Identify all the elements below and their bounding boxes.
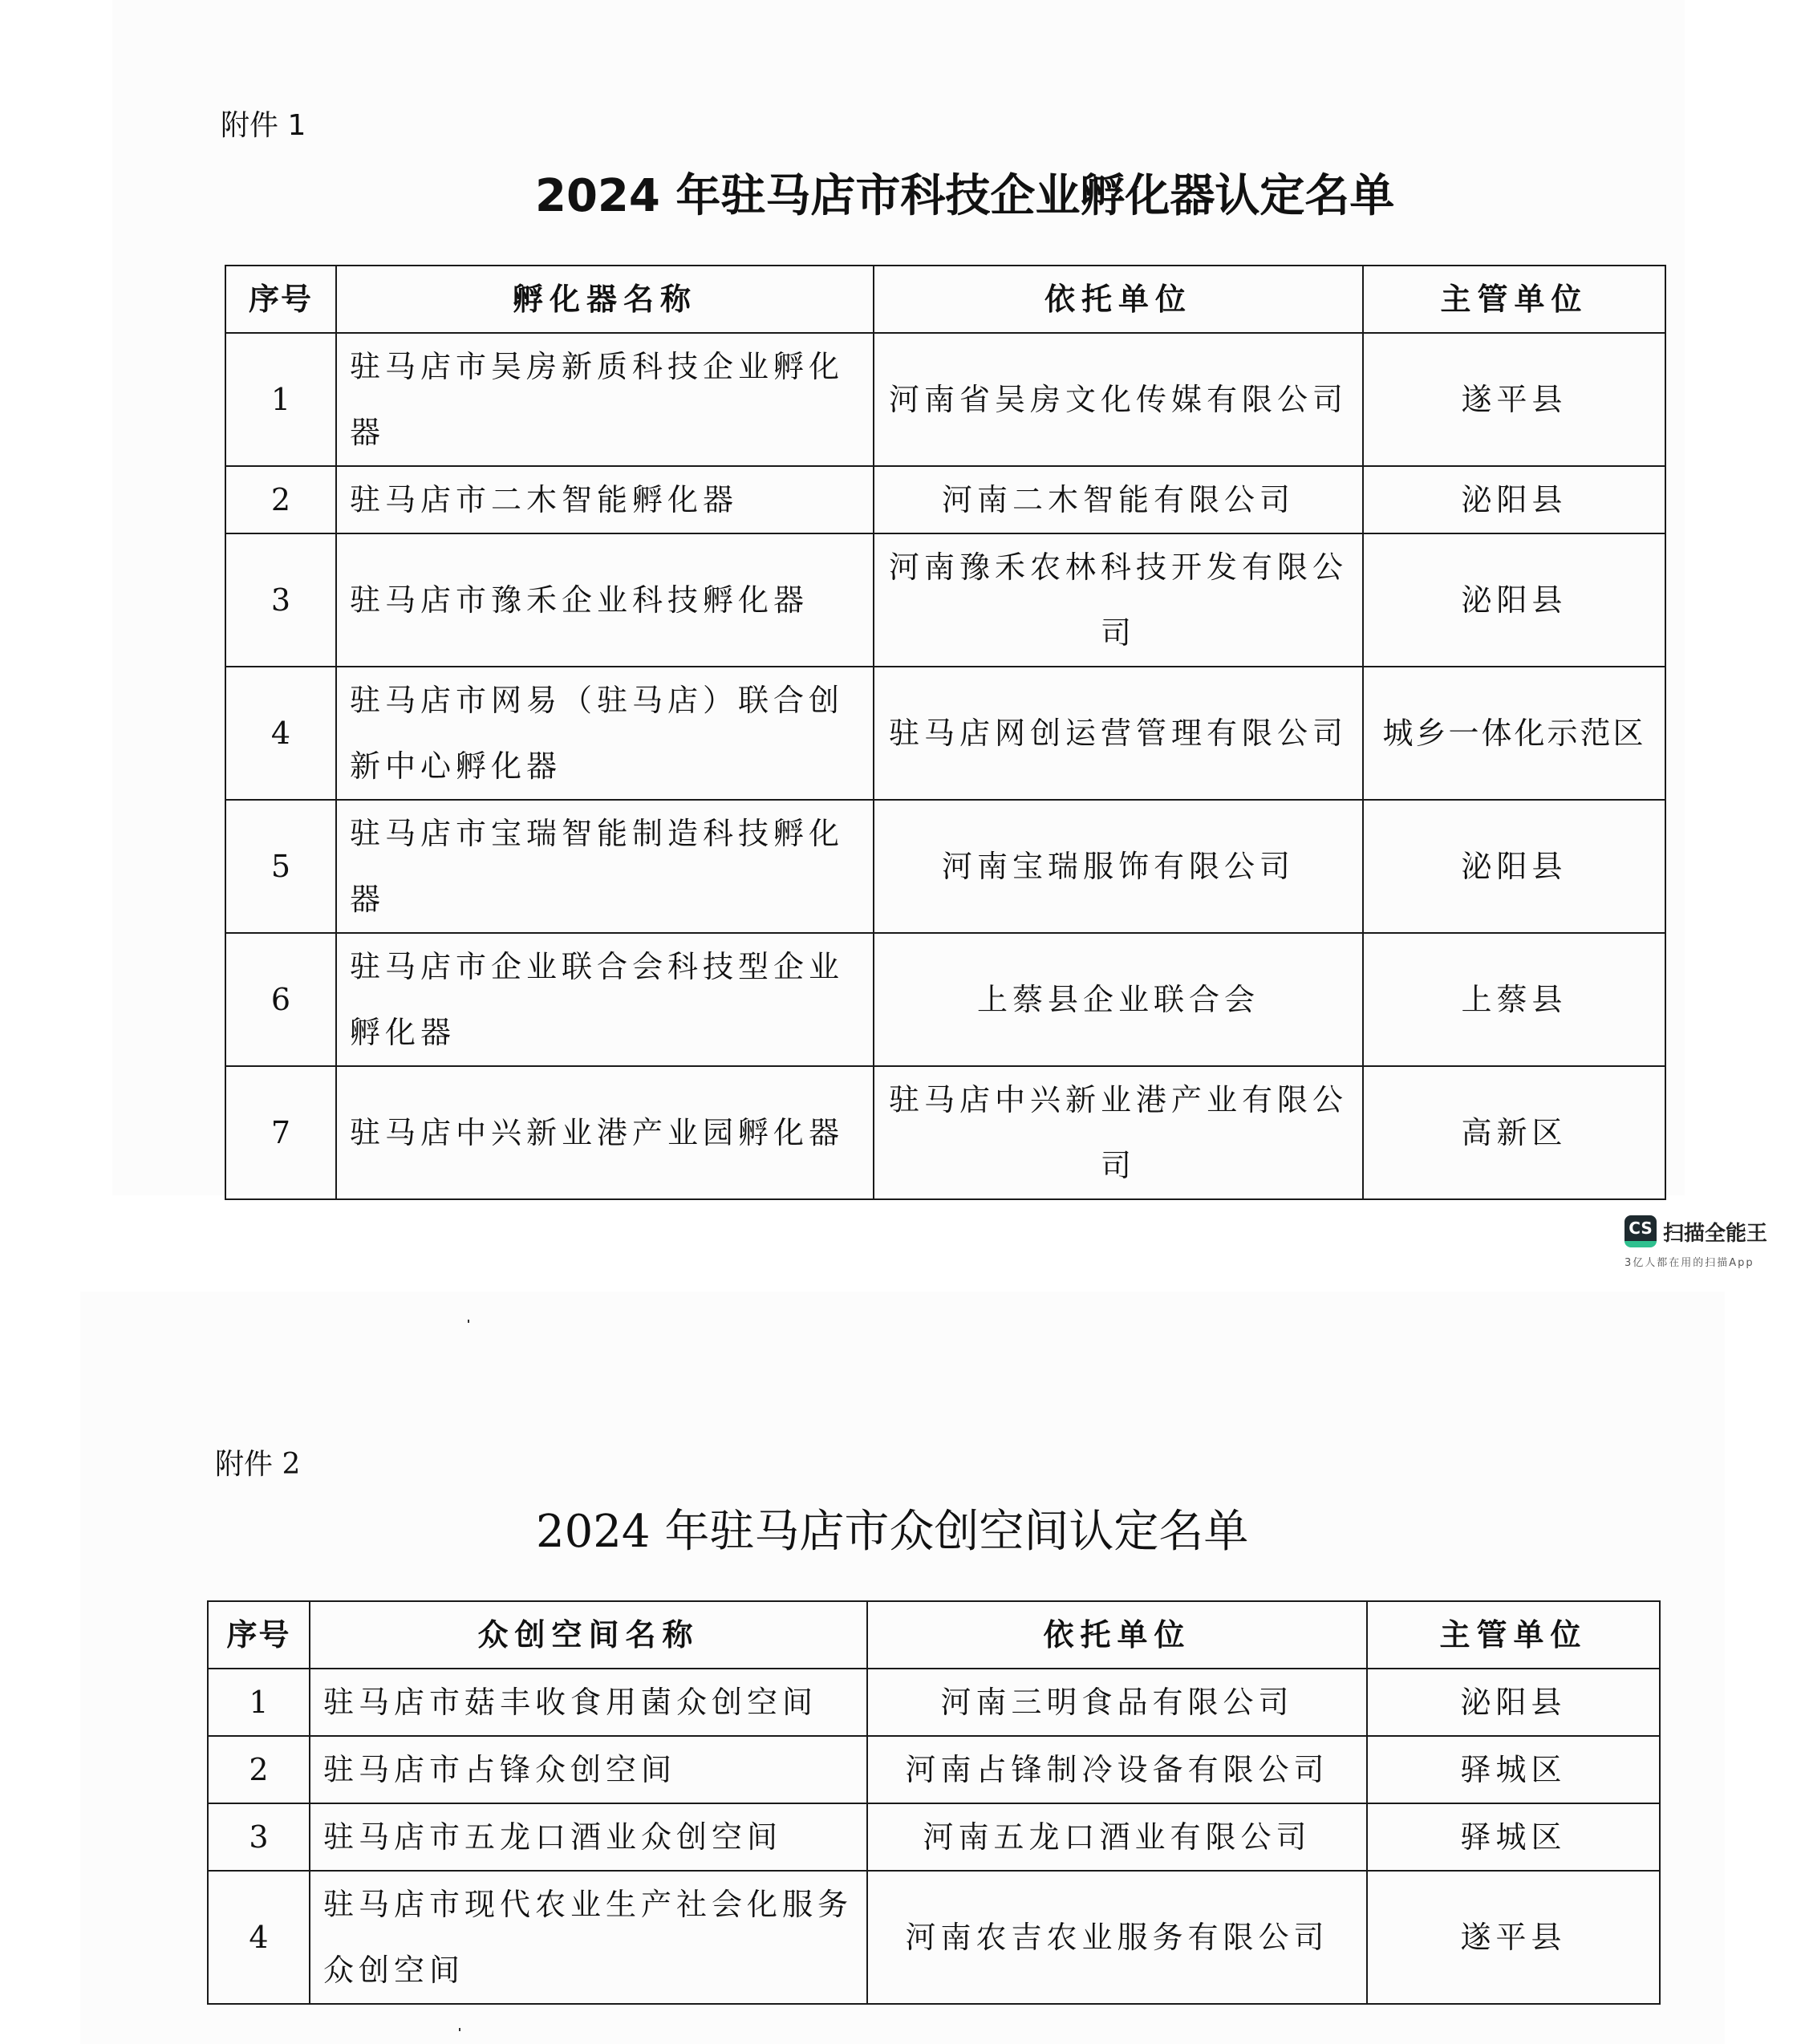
table-row: [208, 1736, 1660, 1803]
cell-host: 河南豫禾农林科技开发有限公司: [874, 533, 1363, 667]
cell-name: 驻马店中兴新业港产业园孵化器: [336, 1066, 874, 1199]
cell-name: 驻马店市五龙口酒业众创空间: [310, 1803, 867, 1871]
cell-name: 驻马店市网易（驻马店）联合创新中心孵化器: [336, 667, 874, 800]
cell-index: 1: [208, 1669, 310, 1736]
cell-name: 驻马店市吴房新质科技企业孵化器: [336, 333, 874, 466]
cell-host: 河南五龙口酒业有限公司: [867, 1803, 1367, 1871]
cell-authority: 泌阳县: [1363, 800, 1665, 933]
header-host: 依托单位: [867, 1601, 1367, 1669]
cell-index: 4: [208, 1871, 310, 2004]
camscanner-logo-icon: CS: [1624, 1215, 1657, 1247]
cell-name: 驻马店市企业联合会科技型企业孵化器: [336, 933, 874, 1066]
table-row: [208, 1669, 1660, 1736]
cell-authority: 泌阳县: [1363, 533, 1665, 667]
table-row: [225, 933, 1665, 1066]
cell-authority: 驿城区: [1367, 1736, 1660, 1803]
cell-index: 7: [225, 1066, 336, 1199]
cell-index: 2: [208, 1736, 310, 1803]
cell-name: 驻马店市宝瑞智能制造科技孵化器: [336, 800, 874, 933]
header-name: 孵化器名称: [336, 266, 874, 333]
header-index: 序号: [208, 1601, 310, 1669]
scan-speck: [459, 2028, 460, 2031]
annex-2-title: 2024 年驻马店市众创空间认定名单: [536, 1506, 1249, 1558]
cell-host: 河南二木智能有限公司: [874, 466, 1363, 533]
cell-index: 3: [208, 1803, 310, 1871]
header-host: 依托单位: [874, 266, 1363, 333]
cell-index: 5: [225, 800, 336, 933]
cell-index: 2: [225, 466, 336, 533]
table-row: [225, 1066, 1665, 1199]
cell-host: 河南农吉农业服务有限公司: [867, 1871, 1367, 2004]
cell-host: 河南省吴房文化传媒有限公司: [874, 333, 1363, 466]
table-row: [208, 1871, 1660, 2004]
cell-host: 上蔡县企业联合会: [874, 933, 1363, 1066]
cell-index: 3: [225, 533, 336, 667]
table-row: [208, 1803, 1660, 1871]
cell-authority: 遂平县: [1363, 333, 1665, 466]
cell-authority: 上蔡县: [1363, 933, 1665, 1066]
cell-host: 河南三明食品有限公司: [867, 1669, 1367, 1736]
watermark-brand: 扫描全能王: [1663, 1221, 1768, 1246]
watermark-slogan: 3亿人都在用的扫描App: [1624, 1257, 1754, 1269]
table-row: [225, 333, 1665, 466]
cell-host: 河南占锋制冷设备有限公司: [867, 1736, 1367, 1803]
table-row: [225, 667, 1665, 800]
annex-1-title: 2024 年驻马店市科技企业孵化器认定名单: [535, 170, 1395, 222]
annex-1-label: 附件 1: [221, 109, 306, 142]
cell-authority: 遂平县: [1367, 1871, 1660, 2004]
header-index: 序号: [225, 266, 336, 333]
cell-name: 驻马店市豫禾企业科技孵化器: [336, 533, 874, 667]
cell-index: 6: [225, 933, 336, 1066]
cell-host: 驻马店网创运营管理有限公司: [874, 667, 1363, 800]
incubator-table: [225, 265, 1666, 1200]
cell-authority: 城乡一体化示范区: [1363, 667, 1665, 800]
table-header-row: [225, 266, 1665, 333]
cell-host: 驻马店中兴新业港产业有限公司: [874, 1066, 1363, 1199]
scan-speck: [468, 1320, 469, 1323]
table-row: [225, 466, 1665, 533]
cell-authority: 泌阳县: [1367, 1669, 1660, 1736]
header-name: 众创空间名称: [310, 1601, 867, 1669]
annex-2-label: 附件 2: [215, 1448, 301, 1481]
table-row: [225, 800, 1665, 933]
header-authority: 主管单位: [1367, 1601, 1660, 1669]
cell-name: 驻马店市占锋众创空间: [310, 1736, 867, 1803]
cell-index: 4: [225, 667, 336, 800]
cell-index: 1: [225, 333, 336, 466]
cell-name: 驻马店市二木智能孵化器: [336, 466, 874, 533]
maker-space-table: [207, 1600, 1661, 2005]
cell-authority: 泌阳县: [1363, 466, 1665, 533]
cell-host: 河南宝瑞服饰有限公司: [874, 800, 1363, 933]
camscanner-watermark: [1624, 1215, 1785, 1269]
cell-authority: 高新区: [1363, 1066, 1665, 1199]
cell-name: 驻马店市现代农业生产社会化服务众创空间: [310, 1871, 867, 2004]
table-row: [225, 533, 1665, 667]
header-authority: 主管单位: [1363, 266, 1665, 333]
cell-name: 驻马店市菇丰收食用菌众创空间: [310, 1669, 867, 1736]
table-header-row: [208, 1601, 1660, 1669]
cell-authority: 驿城区: [1367, 1803, 1660, 1871]
